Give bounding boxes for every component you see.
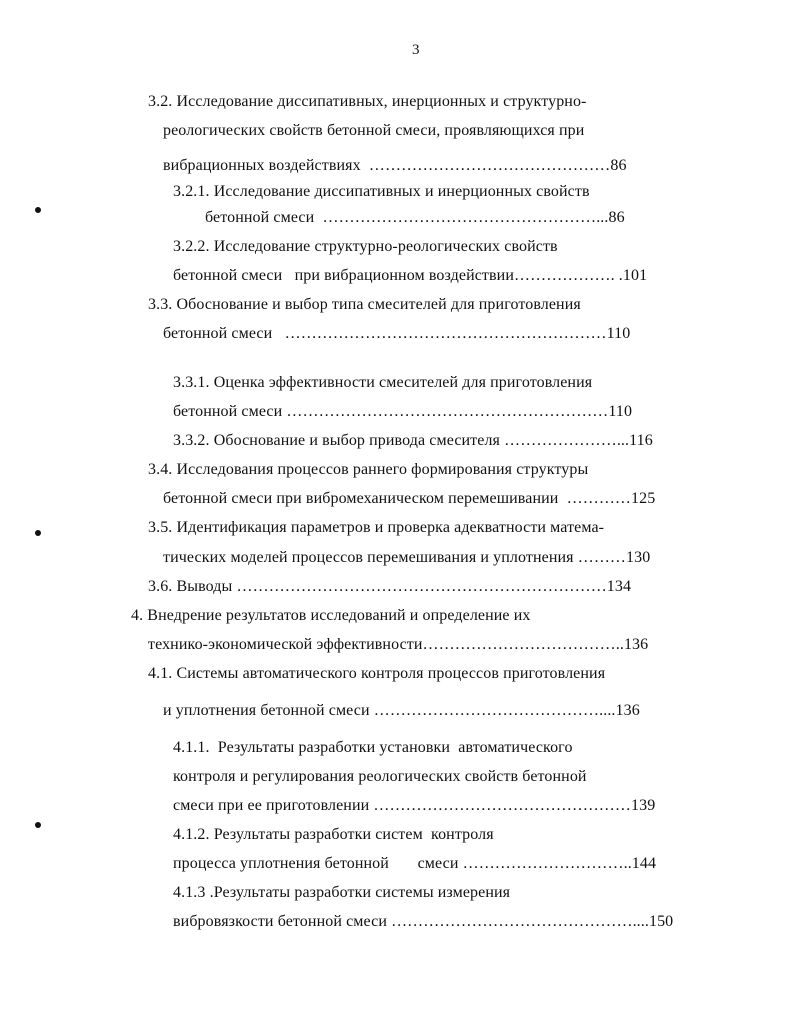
toc-line: бетонной смеси при вибрационном воздействии………………. .101: [173, 267, 648, 284]
toc-line: реологических свойств бетонной смеси, проявляющихся при: [163, 122, 585, 139]
toc-line: 4. Внедрение результатов исследований и определение их: [131, 607, 531, 624]
toc-line: 4.1.2. Результаты разработки систем контроля: [173, 826, 494, 843]
toc-line: 4.1.3 .Результаты разработки системы измерения: [173, 884, 511, 901]
toc-line: 3.3.2. Обоснование и выбор привода смесителя …………………...116: [173, 432, 653, 449]
toc-line: 3.2.1. Исследование диссипативных и инерционных свойств: [173, 183, 590, 200]
binding-hole-dot: [35, 822, 41, 828]
toc-line: 3.3. Обоснование и выбор типа смесителей для приготовления: [148, 296, 581, 313]
toc-line: смеси при ее приготовлении …………………………………………139: [173, 797, 656, 814]
toc-line: бетонной смеси при вибромеханическом перемешивании …………125: [163, 490, 656, 507]
binding-hole-dot: [35, 530, 41, 536]
page-number: 3: [412, 42, 420, 58]
toc-line: вибрационных воздействиях ………………………………………86: [163, 157, 627, 174]
toc-line: технико-экономической эффективности………………………………..136: [148, 636, 649, 653]
toc-line: процесса уплотнения бетонной смеси …………………………..144: [173, 855, 657, 872]
toc-line: бетонной смеси ……………………………………………...86: [205, 209, 625, 226]
toc-line: 3.3.1. Оценка эффективности смесителей для приготовления: [173, 374, 593, 391]
toc-line: 4.1. Системы автоматического контроля процессов приготовления: [148, 665, 606, 682]
toc-line: бетонной смеси ……………………………………………………110: [163, 325, 631, 342]
toc-line: бетонной смеси ……………………………………………………110: [173, 403, 633, 420]
toc-line: вибровязкости бетонной смеси ………………………………………....150: [173, 913, 674, 930]
toc-line: 3.2. Исследование диссипативных, инерционных и структурно-: [148, 93, 587, 110]
toc-line: 3.5. Идентификация параметров и проверка адекватности матема-: [148, 519, 605, 536]
toc-line: тических моделей процессов перемешивания и уплотнения ………130: [163, 549, 651, 566]
toc-line: 3.2.2. Исследование структурно-реологических свойств: [173, 238, 558, 255]
toc-line: 3.6. Выводы ……………………………………………………………134: [148, 578, 632, 595]
toc-line: контроля и регулирования реологических свойств бетонной: [173, 768, 587, 785]
binding-hole-dot: [35, 207, 41, 213]
toc-line: 4.1.1. Результаты разработки установки автоматического: [173, 739, 573, 756]
toc-line: 3.4. Исследования процессов раннего формирования структуры: [148, 461, 589, 478]
toc-line: и уплотнения бетонной смеси ……………………………………....136: [163, 702, 640, 719]
